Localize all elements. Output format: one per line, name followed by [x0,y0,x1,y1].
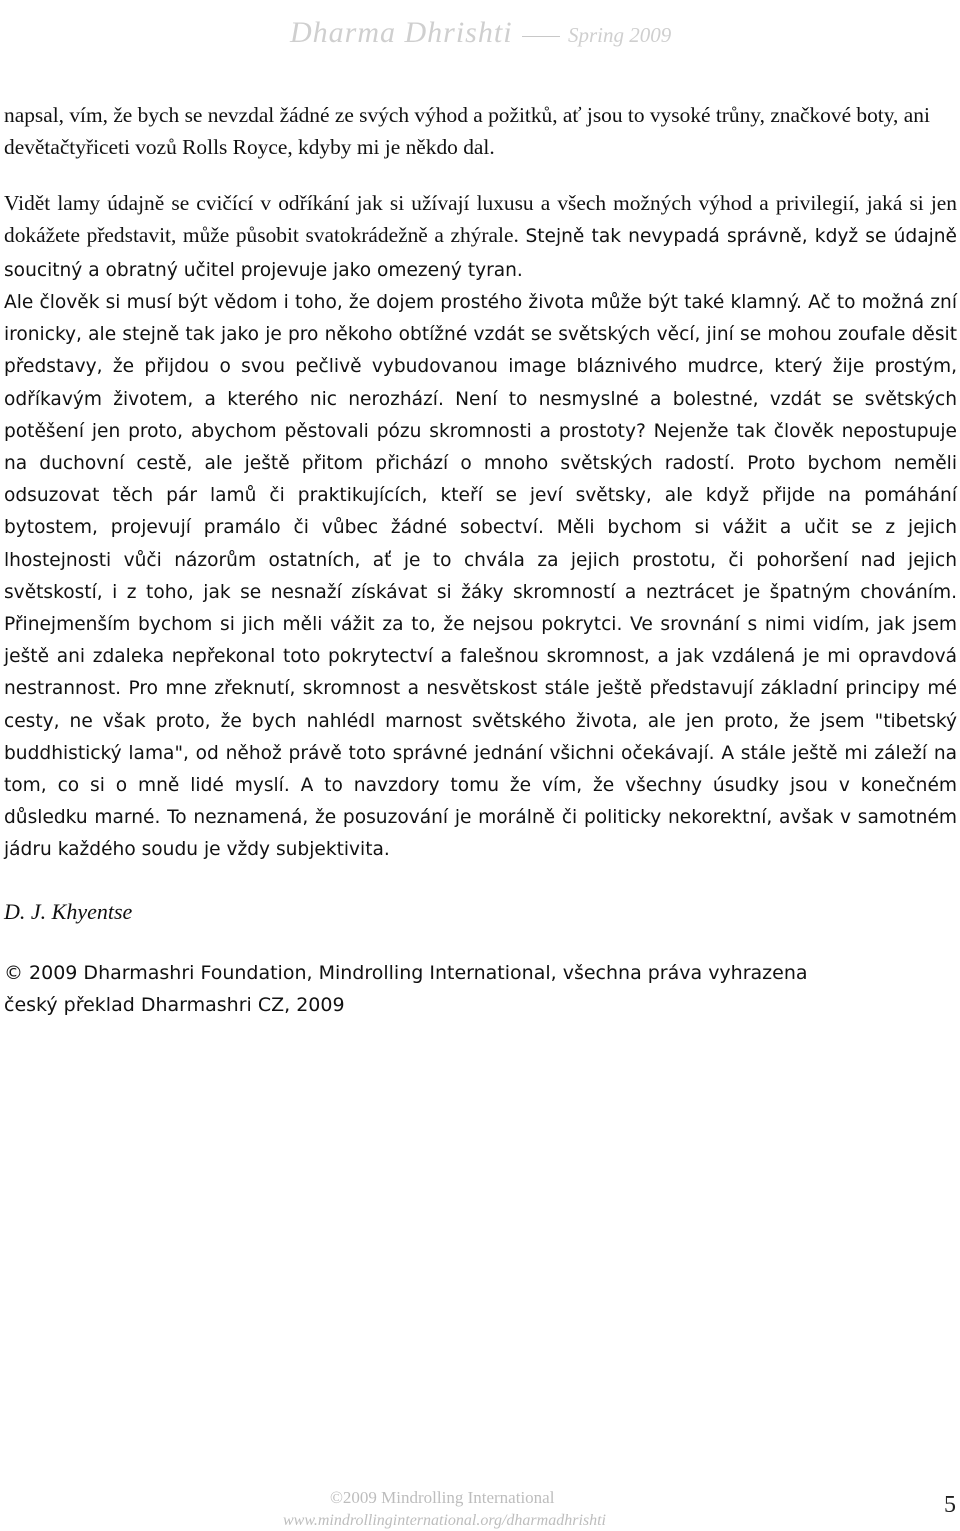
page-number: 5 [944,1492,956,1518]
author-signature: D. J. Khyentse [4,898,133,924]
paragraph-1: napsal, vím, že bych se nevzdal žádné ze svých výhod a požitků, ať jsou to vysoké trůny, značkové boty, ani devětačtyřiceti vozů Rolls Royce, kdyby mi je někdo dal. [4,103,930,159]
footer-copyright: ©2009 Mindrolling International [330,1488,555,1507]
paragraph-3: Ale člověk si musí být vědom i toho, že dojem prostého života může být také klamný. Ač to možná zní ironicky, ale stejně tak jako je pro někoho obtížné vzdát se světských věcí, jiní se mohou zoufale děsit představy, že přijdou o svou pečlivě vybudovanou image bláznivého mudrce, který žije prostým, odříkavým životem, a kterého nic nerozhází. Není to nesmyslné a bolestné, vzdát se světských potěšení jen proto, abychom pěstovali pózu skromnosti a prostoty? Nejenže tak člověk nepostupuje na duchovní cestě, ale ještě přitom přichází o mnoho světských radostí. Proto bychom neměli odsuzovat těch pár lamů či praktikujících, kteří se jeví světsky, ale když přijde na pomáhání bytostem, projevují pramálo či vůbec žádné sobectví. Měli bychom si vážit a učit se z jejich lhostejnosti vůči názorům ostatních, ať je to chvála za jejich prostotu, či pohoršení nad jejich světskostí, i z toho, jak se nesnaží získávat si žáky skromností a neztrácet je špatným chováním. Přinejmenším bychom si jich měli vážit za to, že nejsou pokrytci. Ve srovnání s nimi vidím, jak jsem ještě ani zdaleka nepřekonal toto pokrytectví a falešnou skromnost, a jak vzdálená je mi opravdová nestrannost. Pro mne zřeknutí, skromnost a nesvětskost stále ještě představují základní principy mé cesty, ne však proto, že bych nahlédl marnost světského života, ale jen proto, že jsem "tibetský buddhistický lama", od něhož právě toto správné jednání všichni očekávají. A stále ještě mi záleží na tom, co si o mně lidé myslí. A to navzdory tomu že vím, že všechny úsudky jsou v konečném důsledku marné. To neznamená, že posuzování je morálně či politicky nekorektní, avšak v samotném jádru každého soudu je vždy subjektivita. [4,292,957,861]
paragraph-2-sans: Stejně tak nevypadá správně, když se údajně soucitný a obratný učitel projevuje jako omezený tyran. [4,226,957,281]
page-header [0,14,960,54]
paragraph-2-serif: Vidět lamy údajně se cvičící v odříkání jak si užívají luxusu a všech možných výhod a privilegií, jaká si jen dokážete představit, může působit svatokrádežně a zhýrale. [4,191,957,247]
journal-title: Dharma Dhrishti [290,16,513,49]
footer-url[interactable]: www.mindrollinginternational.org/dharmadhrishti [283,1512,606,1529]
copyright-line-2: český překlad Dharmashri CZ, 2009 [4,993,345,1016]
paragraph-2 [4,187,957,287]
page-footer [0,1488,960,1531]
copyright-line-1: © 2009 Dharmashri Foundation, Mindrolling International, všechna práva vyhrazena [4,961,808,984]
copyright-notice [4,957,957,1021]
header-divider [522,36,560,37]
issue-season: Spring 2009 [568,23,672,47]
article-body [4,99,957,1021]
